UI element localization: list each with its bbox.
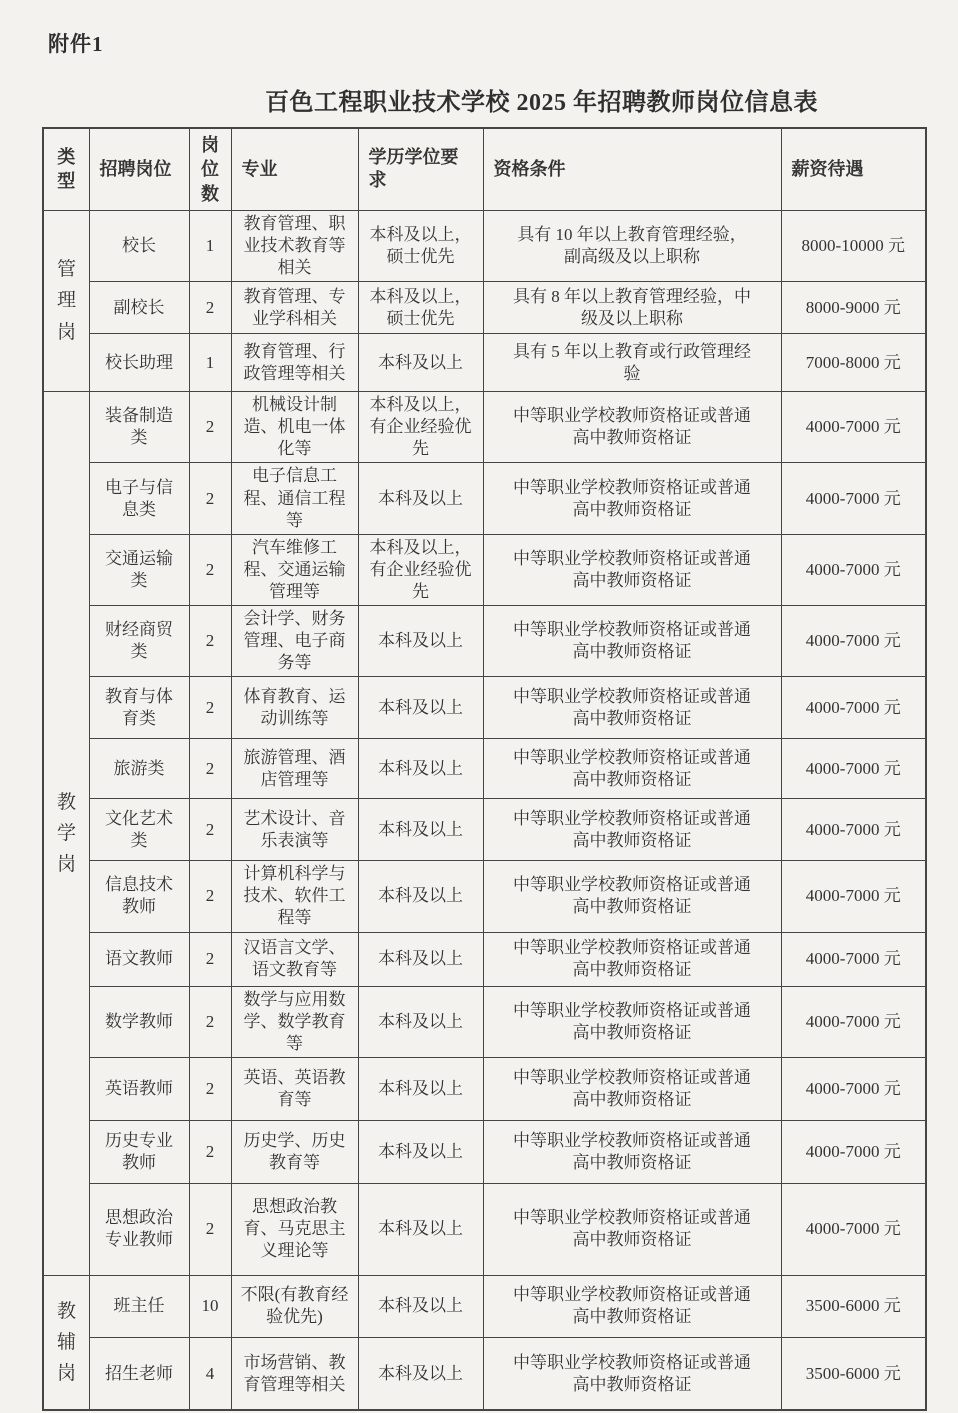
- degree-cell: 本科及以上，有企业经验优先: [358, 392, 483, 463]
- salary-cell: 4000-7000 元: [781, 677, 926, 739]
- position-cell: 文化艺术类: [89, 799, 189, 861]
- job-positions-table: [42, 127, 927, 1411]
- table-body: [43, 210, 926, 1410]
- count-cell: 10: [189, 1275, 231, 1337]
- major-cell: 英语、英语教育等: [231, 1057, 358, 1120]
- position-cell: 校长: [89, 210, 189, 281]
- major-cell: 市场营销、教育管理等相关: [231, 1337, 358, 1410]
- salary-cell: 4000-7000 元: [781, 932, 926, 986]
- count-cell: 2: [189, 1057, 231, 1120]
- table-row: [43, 606, 926, 677]
- count-cell: 2: [189, 392, 231, 463]
- salary-cell: 4000-7000 元: [781, 606, 926, 677]
- major-cell: 汉语言文学、语文教育等: [231, 932, 358, 986]
- major-cell: 旅游管理、酒店管理等: [231, 739, 358, 799]
- category-cell: 教辅岗: [43, 1275, 89, 1410]
- count-cell: 2: [189, 986, 231, 1057]
- header-row: [43, 128, 926, 210]
- degree-cell: 本科及以上: [358, 1337, 483, 1410]
- degree-cell: 本科及以上: [358, 677, 483, 739]
- salary-cell: 8000-10000 元: [781, 210, 926, 281]
- column-header-count: 岗位数: [189, 128, 231, 210]
- degree-cell: 本科及以上: [358, 334, 483, 392]
- salary-cell: 4000-7000 元: [781, 1057, 926, 1120]
- degree-cell: 本科及以上: [358, 799, 483, 861]
- major-cell: 历史学、历史教育等: [231, 1120, 358, 1183]
- count-cell: 1: [189, 334, 231, 392]
- salary-cell: 8000-9000 元: [781, 282, 926, 334]
- table-row: [43, 932, 926, 986]
- salary-cell: 4000-7000 元: [781, 392, 926, 463]
- qualification-cell: 中等职业学校教师资格证或普通高中教师资格证: [483, 861, 781, 932]
- column-header-type: 类型: [43, 128, 89, 210]
- qualification-cell: 中等职业学校教师资格证或普通高中教师资格证: [483, 534, 781, 605]
- qualification-cell: 中等职业学校教师资格证或普通高中教师资格证: [483, 1120, 781, 1183]
- position-cell: 电子与信息类: [89, 463, 189, 534]
- degree-cell: 本科及以上: [358, 606, 483, 677]
- salary-cell: 3500-6000 元: [781, 1337, 926, 1410]
- table-row: [43, 986, 926, 1057]
- degree-cell: 本科及以上: [358, 739, 483, 799]
- table-row: [43, 799, 926, 861]
- degree-cell: 本科及以上: [358, 1120, 483, 1183]
- category-cell: 管理岗: [43, 210, 89, 391]
- salary-cell: 4000-7000 元: [781, 534, 926, 605]
- salary-cell: 4000-7000 元: [781, 986, 926, 1057]
- table-row: [43, 861, 926, 932]
- salary-cell: 4000-7000 元: [781, 739, 926, 799]
- qualification-cell: 中等职业学校教师资格证或普通高中教师资格证: [483, 799, 781, 861]
- column-header-qualification: 资格条件: [483, 128, 781, 210]
- count-cell: 2: [189, 534, 231, 605]
- column-header-degree: 学历学位要求: [358, 128, 483, 210]
- table-row: [43, 282, 926, 334]
- qualification-cell: 具有 8 年以上教育管理经验，中级及以上职称: [483, 282, 781, 334]
- degree-cell: 本科及以上: [358, 986, 483, 1057]
- table-row: [43, 1183, 926, 1275]
- major-cell: 不限(有教育经验优先): [231, 1275, 358, 1337]
- position-cell: 思想政治专业教师: [89, 1183, 189, 1275]
- salary-cell: 4000-7000 元: [781, 861, 926, 932]
- major-cell: 思想政治教育、马克思主义理论等: [231, 1183, 358, 1275]
- qualification-cell: 具有 5 年以上教育或行政管理经验: [483, 334, 781, 392]
- table-header: [43, 128, 926, 210]
- position-cell: 语文教师: [89, 932, 189, 986]
- position-cell: 旅游类: [89, 739, 189, 799]
- degree-cell: 本科及以上: [358, 463, 483, 534]
- salary-cell: 3500-6000 元: [781, 1275, 926, 1337]
- count-cell: 2: [189, 282, 231, 334]
- qualification-cell: 中等职业学校教师资格证或普通高中教师资格证: [483, 1183, 781, 1275]
- major-cell: 体育教育、运动训练等: [231, 677, 358, 739]
- salary-cell: 4000-7000 元: [781, 1183, 926, 1275]
- table-row: [43, 392, 926, 463]
- table-row: [43, 1337, 926, 1410]
- major-cell: 机械设计制造、机电一体化等: [231, 392, 358, 463]
- count-cell: 2: [189, 799, 231, 861]
- position-cell: 副校长: [89, 282, 189, 334]
- table-row: [43, 463, 926, 534]
- table-row: [43, 334, 926, 392]
- position-cell: 交通运输类: [89, 534, 189, 605]
- table-row: [43, 210, 926, 281]
- salary-cell: 4000-7000 元: [781, 799, 926, 861]
- salary-cell: 7000-8000 元: [781, 334, 926, 392]
- count-cell: 1: [189, 210, 231, 281]
- qualification-cell: 中等职业学校教师资格证或普通高中教师资格证: [483, 463, 781, 534]
- column-header-salary: 薪资待遇: [781, 128, 926, 210]
- qualification-cell: 中等职业学校教师资格证或普通高中教师资格证: [483, 1275, 781, 1337]
- major-cell: 艺术设计、音乐表演等: [231, 799, 358, 861]
- column-header-major: 专业: [231, 128, 358, 210]
- count-cell: 4: [189, 1337, 231, 1410]
- position-cell: 教育与体育类: [89, 677, 189, 739]
- salary-cell: 4000-7000 元: [781, 1120, 926, 1183]
- category-cell: 教学岗: [43, 392, 89, 1276]
- major-cell: 教育管理、职业技术教育等相关: [231, 210, 358, 281]
- count-cell: 2: [189, 861, 231, 932]
- table-row: [43, 1057, 926, 1120]
- position-cell: 历史专业教师: [89, 1120, 189, 1183]
- position-cell: 装备制造类: [89, 392, 189, 463]
- table-row: [43, 534, 926, 605]
- qualification-cell: 中等职业学校教师资格证或普通高中教师资格证: [483, 739, 781, 799]
- count-cell: 2: [189, 463, 231, 534]
- degree-cell: 本科及以上: [358, 1275, 483, 1337]
- degree-cell: 本科及以上，硕士优先: [358, 210, 483, 281]
- major-cell: 数学与应用数学、数学教育等: [231, 986, 358, 1057]
- degree-cell: 本科及以上，硕士优先: [358, 282, 483, 334]
- qualification-cell: 中等职业学校教师资格证或普通高中教师资格证: [483, 1337, 781, 1410]
- degree-cell: 本科及以上: [358, 932, 483, 986]
- position-cell: 班主任: [89, 1275, 189, 1337]
- major-cell: 会计学、财务管理、电子商务等: [231, 606, 358, 677]
- position-cell: 招生老师: [89, 1337, 189, 1410]
- degree-cell: 本科及以上: [358, 1057, 483, 1120]
- major-cell: 教育管理、专业学科相关: [231, 282, 358, 334]
- qualification-cell: 中等职业学校教师资格证或普通高中教师资格证: [483, 1057, 781, 1120]
- degree-cell: 本科及以上: [358, 1183, 483, 1275]
- position-cell: 数学教师: [89, 986, 189, 1057]
- degree-cell: 本科及以上，有企业经验优先: [358, 534, 483, 605]
- qualification-cell: 具有 10 年以上教育管理经验，副高级及以上职称: [483, 210, 781, 281]
- position-cell: 英语教师: [89, 1057, 189, 1120]
- count-cell: 2: [189, 606, 231, 677]
- attachment-label: 附件1: [48, 32, 104, 56]
- table-row: [43, 677, 926, 739]
- major-cell: 教育管理、行政管理等相关: [231, 334, 358, 392]
- table-row: [43, 739, 926, 799]
- count-cell: 2: [189, 739, 231, 799]
- count-cell: 2: [189, 1120, 231, 1183]
- count-cell: 2: [189, 1183, 231, 1275]
- column-header-position: 招聘岗位: [89, 128, 189, 210]
- position-cell: 财经商贸类: [89, 606, 189, 677]
- table-row: [43, 1275, 926, 1337]
- position-cell: 信息技术教师: [89, 861, 189, 932]
- qualification-cell: 中等职业学校教师资格证或普通高中教师资格证: [483, 932, 781, 986]
- major-cell: 计算机科学与技术、软件工程等: [231, 861, 358, 932]
- position-cell: 校长助理: [89, 334, 189, 392]
- major-cell: 汽车维修工程、交通运输管理等: [231, 534, 358, 605]
- qualification-cell: 中等职业学校教师资格证或普通高中教师资格证: [483, 677, 781, 739]
- count-cell: 2: [189, 932, 231, 986]
- page-title: 百色工程职业技术学校 2025 年招聘教师岗位信息表: [265, 90, 818, 116]
- major-cell: 电子信息工程、通信工程等: [231, 463, 358, 534]
- count-cell: 2: [189, 677, 231, 739]
- salary-cell: 4000-7000 元: [781, 463, 926, 534]
- table-row: [43, 1120, 926, 1183]
- qualification-cell: 中等职业学校教师资格证或普通高中教师资格证: [483, 392, 781, 463]
- degree-cell: 本科及以上: [358, 861, 483, 932]
- qualification-cell: 中等职业学校教师资格证或普通高中教师资格证: [483, 986, 781, 1057]
- qualification-cell: 中等职业学校教师资格证或普通高中教师资格证: [483, 606, 781, 677]
